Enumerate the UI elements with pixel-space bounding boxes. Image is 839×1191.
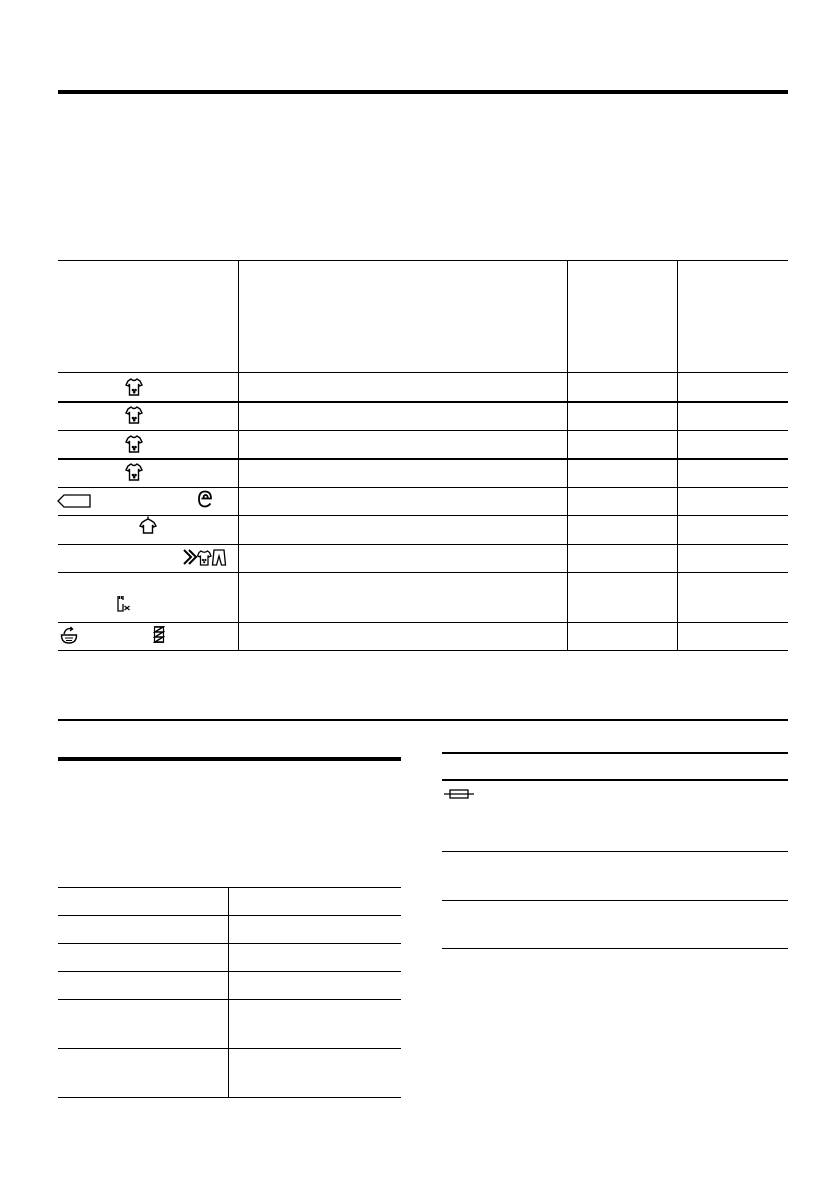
column-divider [238,260,239,650]
rinse-basin-icon [60,626,78,644]
right-table-top-rule [442,752,788,754]
label-tag-icon [57,494,91,508]
table-row-rule [58,487,788,488]
table-row-rule [58,458,788,460]
table-row-rule [58,572,788,573]
table-row-rule [58,622,788,623]
table-row-rule [58,515,788,516]
easy-care-shirt-icon [125,463,143,481]
left-table-rule [58,971,401,972]
table-row-rule [58,401,788,403]
right-table-rule [442,851,788,852]
fast-mix-icon [183,548,233,566]
right-table-header-rule [442,779,788,781]
table-row-rule [58,544,788,545]
right-table-rule [442,948,788,949]
eco-e-icon [197,490,213,508]
table-header-bottom-rule [58,372,788,373]
left-table-rule [58,1048,401,1049]
table-row-rule [58,430,788,431]
table-bottom-rule [58,719,788,721]
left-table-rule [58,999,401,1000]
right-table-rule [442,900,788,901]
table-header-top-rule [58,260,788,261]
column-divider [567,260,568,650]
shirt-hanger-icon [139,516,157,534]
left-table-rule [58,915,401,916]
small-garment-icon [116,595,132,613]
easy-care-shirt-icon [125,378,143,396]
left-table-rule [58,887,401,888]
left-column-divider [228,887,229,1097]
table-row-rule [58,650,788,651]
easy-care-shirt-icon [125,406,143,424]
left-table-rule [58,943,401,944]
column-divider [677,260,678,650]
spin-coil-icon [153,626,165,644]
easy-care-shirt-icon [125,435,143,453]
section-heading-rule [58,757,401,761]
left-table-rule [58,1097,401,1098]
heading-rule [58,90,788,94]
fuse-icon [444,789,474,799]
